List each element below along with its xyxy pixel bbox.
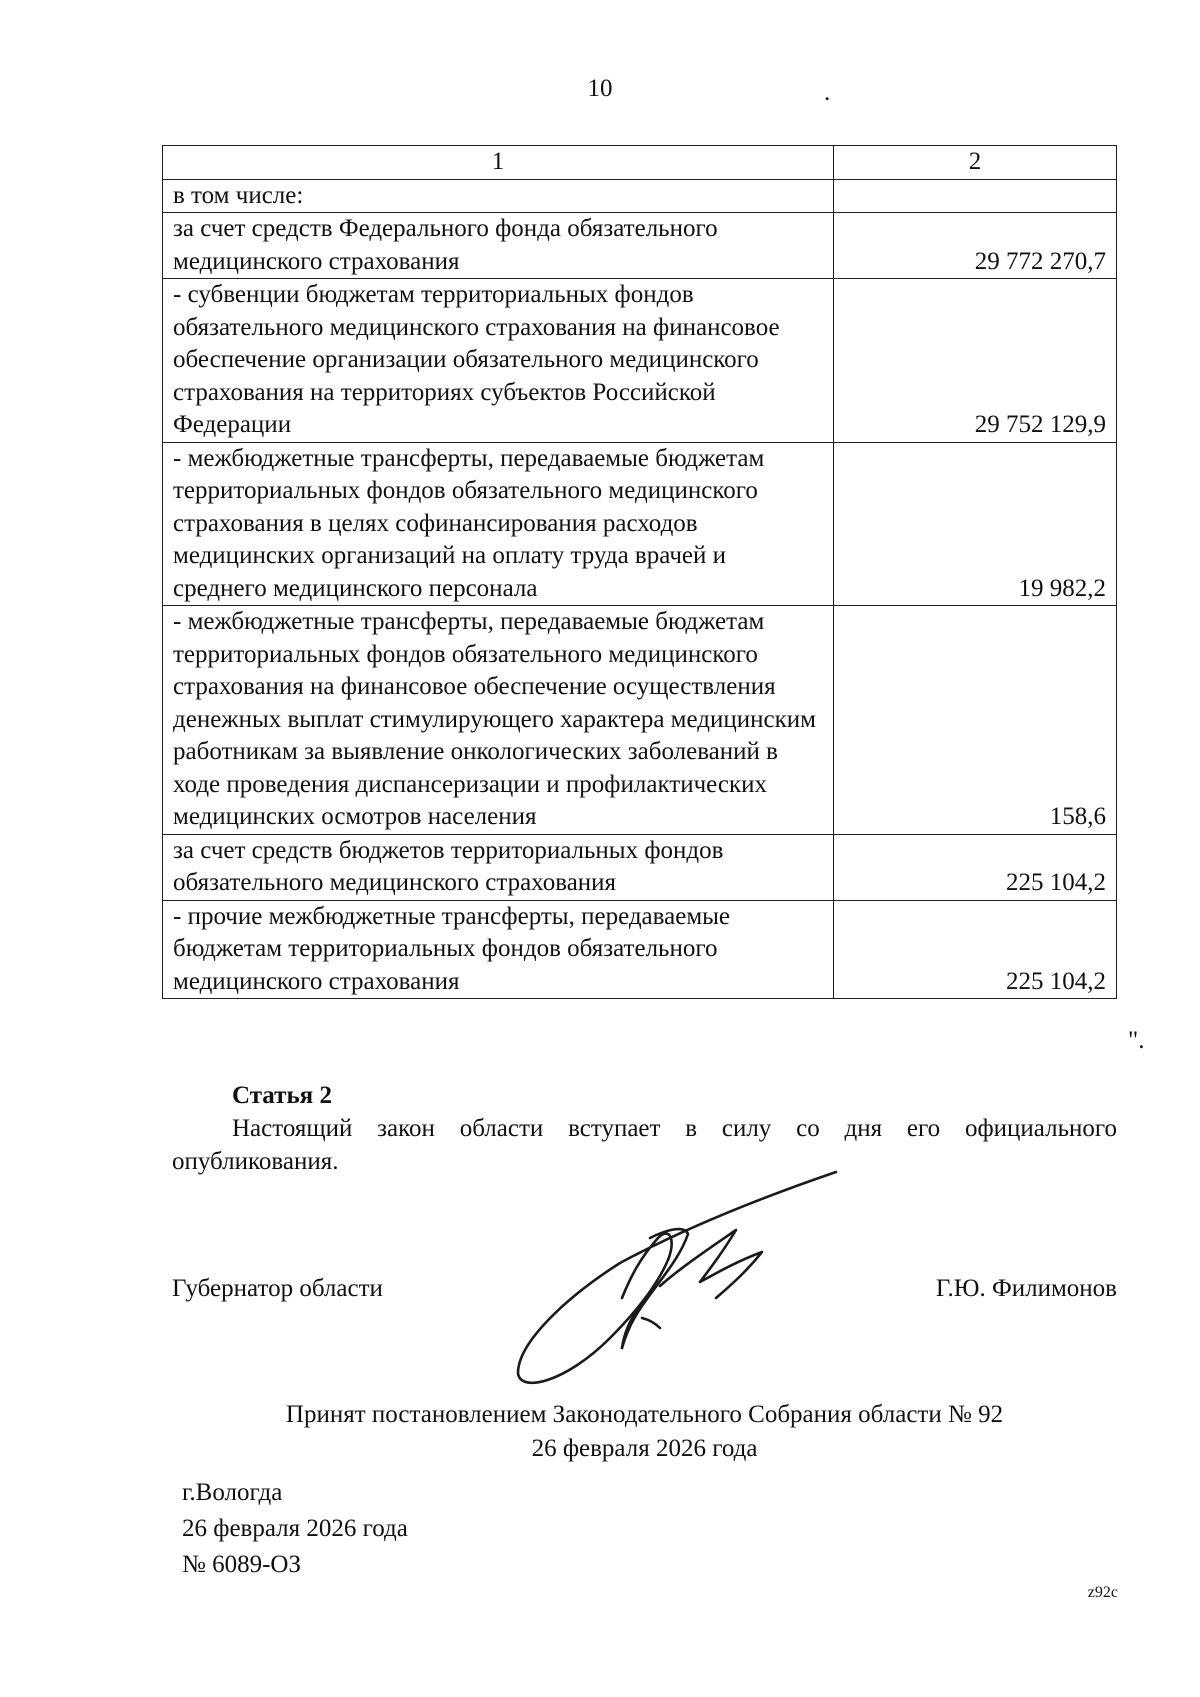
row-label: - субвенции бюджетам территориальных фондов обязательного медицинского страхования на финансовое обеспечение организации обязательного медицинского страхования на территориях субъектов Российской Федерации [163, 279, 834, 443]
adoption-note [172, 1398, 1117, 1466]
row-label: - прочие межбюджетные трансферты, передаваемые бюджетам территориальных фондов обязательного медицинского страхования [163, 900, 834, 999]
table-row [163, 213, 1117, 279]
row-label: за счет средств Федерального фонда обязательного медицинского страхования [163, 213, 834, 279]
signature-row [172, 1272, 1117, 1306]
signer-position: Губернатор области [172, 1275, 383, 1302]
adoption-line-2: 26 февраля 2026 года [531, 1435, 758, 1462]
law-date: 26 февраля 2026 года [182, 1515, 408, 1542]
table-row [163, 834, 1117, 900]
row-label: - межбюджетные трансферты, передаваемые бюджетам территориальных фондов обязательного медицинского страхования на финансовое обеспечение осуществления денежных выплат стимулирующего характера медицинским работникам за выявление онкологических заболеваний в ходе проведения диспансеризации и профилактических медицинских осмотров населения [163, 606, 834, 835]
signer-name: Г.Ю. Филимонов [935, 1275, 1117, 1302]
table-header-row [163, 146, 1117, 180]
article-title: Статья 2 [232, 1082, 332, 1109]
row-value: 225 104,2 [834, 834, 1117, 900]
corner-mark: . [824, 79, 831, 106]
table-header-col-1: 1 [163, 146, 834, 180]
table-row [163, 442, 1117, 606]
table-row [163, 279, 1117, 443]
page-number: 10 [587, 75, 613, 102]
table-row [163, 606, 1117, 835]
adoption-line-1: Принят постановлением Законодательного Собрания области № 92 [285, 1401, 1004, 1428]
row-value: 225 104,2 [834, 900, 1117, 999]
row-label: за счет средств бюджетов территориальных фондов обязательного медицинского страхования [163, 834, 834, 900]
table-header-col-2: 2 [834, 146, 1117, 180]
row-value: 19 982,2 [834, 442, 1117, 606]
law-number: № 6089-ОЗ [182, 1551, 302, 1578]
row-label: - межбюджетные трансферты, передаваемые бюджетам территориальных фондов обязательного медицинского страхования в целях софинансирования расходов медицинских организаций на оплату труда врачей и среднего медицинского персонала [163, 442, 834, 606]
row-value: 29 752 129,9 [834, 279, 1117, 443]
row-value [834, 179, 1117, 213]
place-date-block [182, 1475, 408, 1583]
article-text: Настоящий закон области вступает в силу со дня его официального опубликования. [172, 1115, 1117, 1175]
table-row [163, 179, 1117, 213]
row-value: 29 772 270,7 [834, 213, 1117, 279]
closing-quote: ". [1128, 1027, 1145, 1054]
table-row [163, 900, 1117, 999]
finance-table [162, 145, 1117, 999]
row-label: в том числе: [163, 179, 834, 213]
document-code: z92c [1087, 1584, 1118, 1601]
row-value: 158,6 [834, 606, 1117, 835]
city: г.Вологда [182, 1479, 283, 1506]
